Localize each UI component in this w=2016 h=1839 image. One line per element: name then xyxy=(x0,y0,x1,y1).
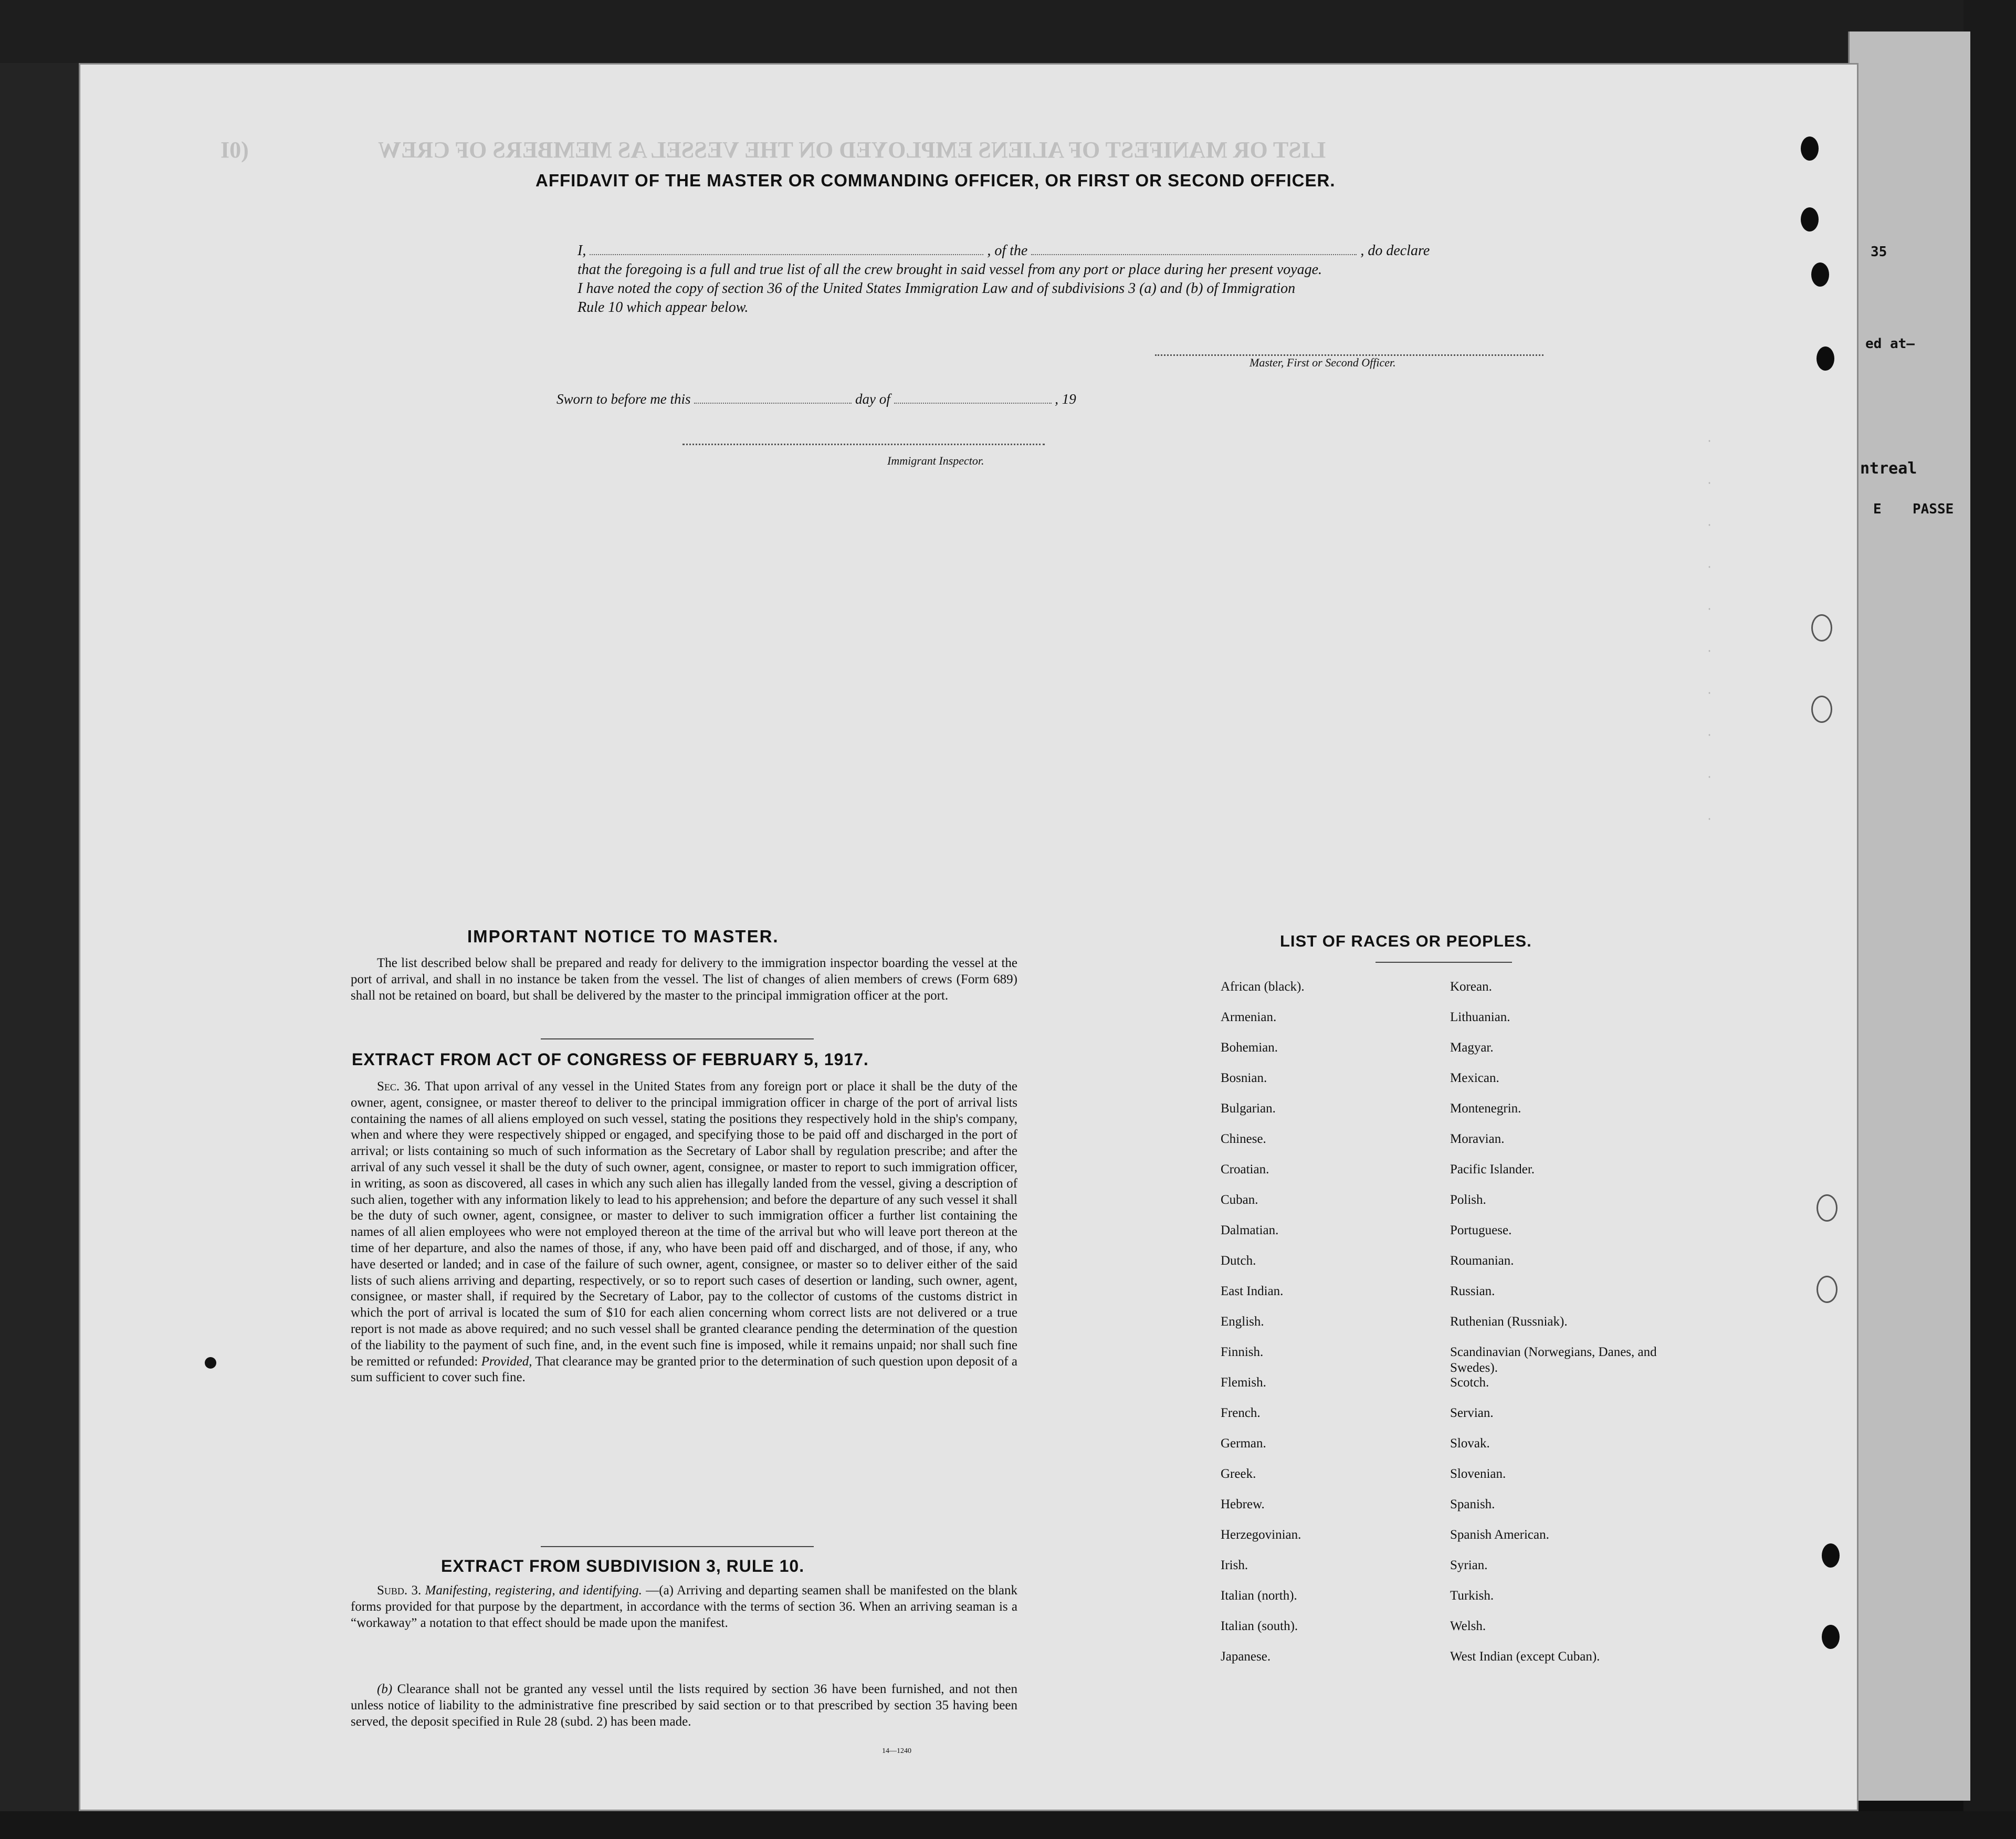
sworn-year: , 19 xyxy=(1055,391,1076,407)
binder-hole-icon xyxy=(1801,207,1819,232)
declaration-of-the: , of the xyxy=(987,243,1028,259)
act-section-label: Sec. 36. xyxy=(377,1079,421,1094)
declaration-line-2: that the foregoing is a full and true list of all the crew brought in said vessel from any port or place during her present voyage. xyxy=(578,261,1322,278)
race-item: Bohemian. xyxy=(1221,1041,1278,1055)
rule-para-b-text: Clearance shall not be granted any vessel until the lists required by section 36 have been furnished, and not then unless notice of liability to the administrative fine prescribed by said section or to that prescribed by section 35 having been served, the deposit specified in Rule 28 (subd. 2) has been made. xyxy=(351,1682,1018,1729)
race-item: Dalmatian. xyxy=(1221,1223,1279,1237)
act-proviso-label: Provided, xyxy=(481,1354,532,1369)
race-item: English. xyxy=(1221,1315,1264,1329)
rule-extract-para-b xyxy=(351,1682,1017,1730)
vessel-name-blank[interactable] xyxy=(1031,254,1357,255)
race-item: Slovak. xyxy=(1450,1436,1490,1451)
race-item: Greek. xyxy=(1221,1467,1256,1481)
declaration-i: I, xyxy=(578,243,586,259)
affidavit-declaration xyxy=(578,241,1564,317)
race-item: Italian (north). xyxy=(1221,1589,1297,1603)
race-item: Korean. xyxy=(1450,980,1492,994)
binder-hole-icon xyxy=(1811,262,1829,287)
act-proviso-text: That clearance may be granted prior to the determination of such question upon deposit of a sum sufficient to cover such fine. xyxy=(351,1354,1017,1385)
binder-hole-icon xyxy=(1816,346,1834,371)
race-item: Hebrew. xyxy=(1221,1497,1265,1511)
race-item: Finnish. xyxy=(1221,1345,1264,1359)
section-rule-2 xyxy=(541,1546,814,1547)
race-item: Russian. xyxy=(1450,1284,1495,1298)
act-section-body: That upon arrival of any vessel in the United States from any foreign port or place it shall be the duty of the owner, agent, consignee, or master thereof to deliver to the principal immigration officer in charge of the port of arrival lists containing the names of all aliens employed on such vessel, stating the positions they respectively hold in the ship's company, when and where they were respectively shipped or engaged, and specifying those to be paid off and discharged in the port of arrival; or lists containing so much of such information as the Secretary of Labor shall by regulation prescribe; and after the arrival of any such vessel it shall be the duty of such owner, agent, consignee, or master to report to such immigration officer, in writing, as soon as discovered, all cases in which any such alien has illegally landed from the vessel, giving a description of such alien, together with any information likely to lead to his apprehension; and before the departure of any such vessel it shall be the duty of such owner, agent, consignee, or master to deliver to such immigration officer a further list containing the names of all alien employees who were not employed thereon at the time of the arrival but who will leave port thereon at the time of her departure, and also the names of those, if any, who have been paid off and discharged, and of those, if any, who have deserted or landed; and in case of the failure of such owner, agent, consignee, or master so to deliver either of the said lists of such aliens arriving and departing, respectively, or so to report such cases of desertion or landing, such owner, agent, consignee, or master shall, if required by the Secretary of Labor, pay to the collector of customs of the customs district in which the port of arrival is located the sum of $10 for each alien concerning whom correct lists are not delivered or a true report is not made as above required; and no such vessel shall be granted clearance pending the determination of the question of the liability to the payment of such fine, and, in the event such fine is imposed, while it remains unpaid; nor shall such fine be remitted or refunded: xyxy=(351,1079,1018,1369)
race-item: Japanese. xyxy=(1221,1649,1271,1664)
race-item: Montenegrin. xyxy=(1450,1101,1521,1116)
race-item: Turkish. xyxy=(1450,1589,1494,1603)
rule-para-a-text: —(a) Arriving and departing seamen shall be manifested on the blank forms provided for that purpose by the department, in accordance with the terms of section 36. When an arriving seaman is a “workaway” a notation to that effect should be made upon the manifest. xyxy=(351,1583,1017,1630)
binder-hole-icon xyxy=(1801,136,1819,161)
race-item: Armenian. xyxy=(1221,1010,1277,1024)
race-item: Polish. xyxy=(1450,1193,1486,1207)
bleed-through-header: LIST OR MANIFEST OF ALIENS EMPLOYED ON THE VESSEL AS MEMBERS OF CREW xyxy=(378,137,1326,163)
document-sheet xyxy=(79,63,1858,1811)
underlying-fragment-port: ntreal xyxy=(1860,459,1917,478)
declaration-line-4: Rule 10 which appear below. xyxy=(578,299,749,316)
underlying-page xyxy=(1848,31,1970,1801)
rule-para-b-label: (b) xyxy=(377,1682,393,1696)
race-item: Ruthenian (Russniak). xyxy=(1450,1315,1568,1329)
act-extract-title: EXTRACT FROM ACT OF CONGRESS OF FEBRUARY 5, 1917. xyxy=(352,1050,869,1069)
race-item: Bulgarian. xyxy=(1221,1101,1276,1116)
race-item: Herzegovinian. xyxy=(1221,1528,1301,1542)
race-item: Mexican. xyxy=(1450,1071,1499,1085)
race-item: Portuguese. xyxy=(1450,1223,1512,1237)
inspector-signature-line[interactable] xyxy=(682,444,1045,445)
sworn-line xyxy=(556,391,1076,407)
races-right-column xyxy=(1450,979,1676,1679)
underlying-page-number: 35 xyxy=(1871,244,1887,260)
race-item: West Indian (except Cuban). xyxy=(1450,1649,1600,1664)
bleed-through-column-numbers: · · · · · · · · · · xyxy=(1706,435,1713,825)
rule-subd-heading: Manifesting, registering, and identifying. xyxy=(425,1583,642,1598)
sworn-label: Sworn to before me this xyxy=(556,391,691,407)
race-item: Slovenian. xyxy=(1450,1467,1506,1481)
race-item: Chinese. xyxy=(1221,1132,1266,1146)
declaration-line-1 xyxy=(578,241,1564,260)
rule-extract-para-a xyxy=(351,1583,1017,1631)
races-title: LIST OF RACES OR PEOPLES. xyxy=(1280,932,1532,950)
sworn-day-blank[interactable] xyxy=(694,403,852,404)
scanner-edge-right xyxy=(1964,0,2016,1839)
affidavit-title: AFFIDAVIT OF THE MASTER OR COMMANDING OFFICER, OR FIRST OR SECOND OFFICER. xyxy=(536,171,1336,190)
races-title-rule xyxy=(1376,962,1512,963)
race-item: Italian (south). xyxy=(1221,1619,1298,1633)
race-item: Roumanian. xyxy=(1450,1254,1514,1268)
race-item: East Indian. xyxy=(1221,1284,1284,1298)
race-item: Dutch. xyxy=(1221,1254,1256,1268)
act-extract-text xyxy=(351,1079,1017,1386)
race-item: French. xyxy=(1221,1406,1261,1420)
underlying-fragment-passe: PASSE xyxy=(1913,501,1954,517)
rule-extract-title: EXTRACT FROM SUBDIVISION 3, RULE 10. xyxy=(441,1557,805,1575)
binder-hole-icon xyxy=(1822,1543,1840,1568)
ink-blot-icon xyxy=(205,1357,216,1369)
races-left-column xyxy=(1221,979,1305,1679)
race-item: German. xyxy=(1221,1436,1266,1451)
scanner-edge-left xyxy=(0,0,79,1839)
race-item: Spanish American. xyxy=(1450,1528,1549,1542)
race-item: Syrian. xyxy=(1450,1558,1488,1572)
race-item: Croatian. xyxy=(1221,1162,1269,1176)
sworn-month-blank[interactable] xyxy=(894,403,1052,404)
declaration-do-declare: , do declare xyxy=(1360,243,1430,259)
race-item: African (black). xyxy=(1221,980,1305,994)
race-item: Lithuanian. xyxy=(1450,1010,1510,1024)
master-signature-label: Master, First or Second Officer. xyxy=(1250,356,1396,369)
underlying-fragment-arrived: ed at— xyxy=(1865,336,1915,352)
binder-hole-icon xyxy=(1816,1276,1838,1303)
notice-title: IMPORTANT NOTICE TO MASTER. xyxy=(467,927,779,946)
declaration-line-3: I have noted the copy of section 36 of the United States Immigration Law and of subdivisions 3 (a) and (b) of Immigration xyxy=(578,280,1296,297)
race-item: Bosnian. xyxy=(1221,1071,1267,1085)
race-item: Magyar. xyxy=(1450,1041,1494,1055)
race-item: Servian. xyxy=(1450,1406,1494,1420)
race-item: Moravian. xyxy=(1450,1132,1505,1146)
bleed-through-page-number: (0I xyxy=(220,137,249,163)
binder-hole-icon xyxy=(1822,1625,1840,1649)
race-item: Welsh. xyxy=(1450,1619,1486,1633)
race-item: Flemish. xyxy=(1221,1375,1266,1390)
binder-hole-icon xyxy=(1816,1194,1838,1222)
notice-text: The list described below shall be prepared and ready for delivery to the immigration inspector boarding the vessel at the port of arrival, and shall in no instance be taken from the vessel. The list of changes of alien members of crews (Form 689) shall not be retained on board, but shall be delivered by the master to the principal immigration officer at the port. xyxy=(351,956,1017,1003)
race-item: Scandinavian (Norwegians, Danes, and Swedes). xyxy=(1450,1345,1657,1375)
scanner-edge-bottom xyxy=(0,1811,2016,1839)
sworn-day-of: day of xyxy=(855,391,890,407)
underlying-fragment-e: E xyxy=(1873,501,1882,517)
race-item: Spanish. xyxy=(1450,1497,1495,1511)
inspector-signature-label: Immigrant Inspector. xyxy=(887,454,984,467)
race-item: Scotch. xyxy=(1450,1375,1489,1390)
section-rule-1 xyxy=(541,1038,814,1039)
race-item: Cuban. xyxy=(1221,1193,1258,1207)
binder-hole-icon xyxy=(1811,696,1832,723)
rule-subd-label: Subd. 3. xyxy=(377,1583,422,1598)
officer-name-blank[interactable] xyxy=(590,254,983,255)
binder-hole-icon xyxy=(1811,614,1832,642)
race-item: Pacific Islander. xyxy=(1450,1162,1535,1176)
scanner-edge-top xyxy=(0,0,2016,63)
form-number: 14—1240 xyxy=(882,1747,911,1755)
race-item: Irish. xyxy=(1221,1558,1248,1572)
